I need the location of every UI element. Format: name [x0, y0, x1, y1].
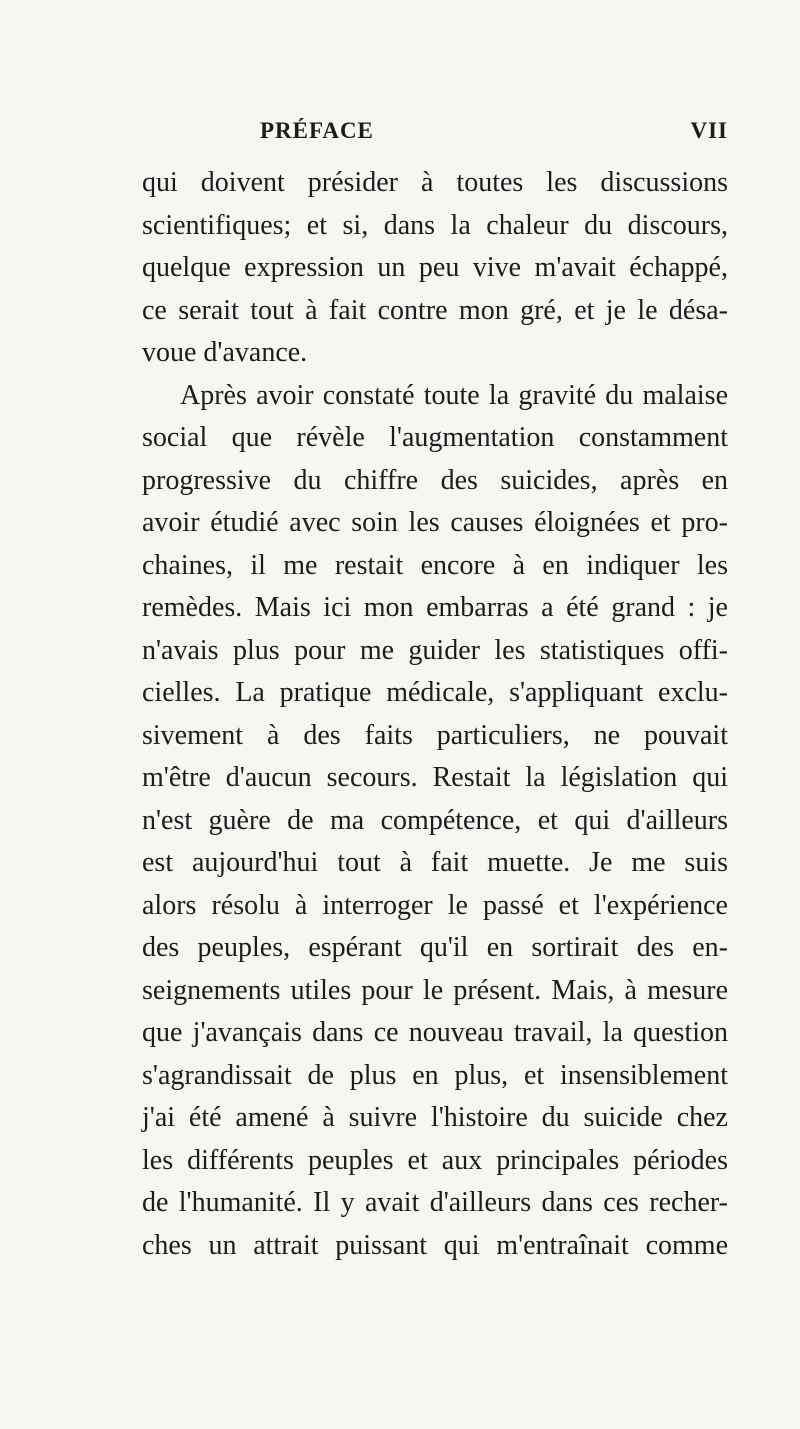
- text-line: de l'humanité. Il y avait d'ailleurs dans ces recher-: [142, 1187, 728, 1218]
- text-line: chaines, il me restait encore à en indiquer les: [142, 549, 728, 581]
- text-line: scientifiques; et si, dans la chaleur du discours,: [142, 209, 728, 241]
- text-line: s'agrandissait de plus en plus, et insensiblement: [142, 1059, 728, 1091]
- text-line: ce serait tout à fait contre mon gré, et je le désa-: [142, 294, 728, 326]
- text-line: voue d'avance.: [142, 337, 308, 368]
- text-line: ches un attrait puissant qui m'entraînait comme: [142, 1229, 728, 1261]
- text-line: progressive du chiffre des suicides, après en: [142, 464, 728, 496]
- text-line: qui doivent présider à toutes les discussions: [142, 167, 728, 198]
- text-line: que j'avançais dans ce nouveau travail, la question: [142, 1017, 728, 1048]
- text-line: j'ai été amené à suivre l'histoire du suicide chez: [142, 1102, 728, 1133]
- text-line: n'est guère de ma compétence, et qui d'ailleurs: [142, 804, 728, 836]
- body-text: [142, 162, 728, 1267]
- page-number: VII: [690, 118, 728, 143]
- text-line: remèdes. Mais ici mon embarras a été grand : je: [142, 592, 728, 623]
- text-line: Après avoir constaté toute la gravité du malaise: [180, 379, 728, 411]
- text-line: des peuples, espérant qu'il en sortirait des en-: [142, 932, 728, 963]
- text-line: seignements utiles pour le présent. Mais, à mesure: [142, 974, 728, 1006]
- running-head-title: PRÉFACE: [260, 118, 374, 143]
- text-line: n'avais plus pour me guider les statistiques offi-: [142, 634, 728, 666]
- text-line: social que révèle l'augmentation constamment: [142, 422, 728, 453]
- text-line: cielles. La pratique médicale, s'appliquant exclu-: [142, 677, 728, 708]
- text-line: quelque expression un peu vive m'avait échappé,: [142, 252, 728, 283]
- text-line: m'être d'aucun secours. Restait la législation qui: [142, 762, 728, 793]
- text-line: sivement à des faits particuliers, ne pouvait: [142, 719, 728, 751]
- text-line: alors résolu à interroger le passé et l'expérience: [142, 889, 728, 921]
- text-line: avoir étudié avec soin les causes éloignées et pro-: [142, 507, 728, 538]
- text-line: est aujourd'hui tout à fait muette. Je me suis: [142, 847, 728, 878]
- text-line: les différents peuples et aux principales périodes: [142, 1144, 728, 1176]
- running-head: [260, 118, 728, 152]
